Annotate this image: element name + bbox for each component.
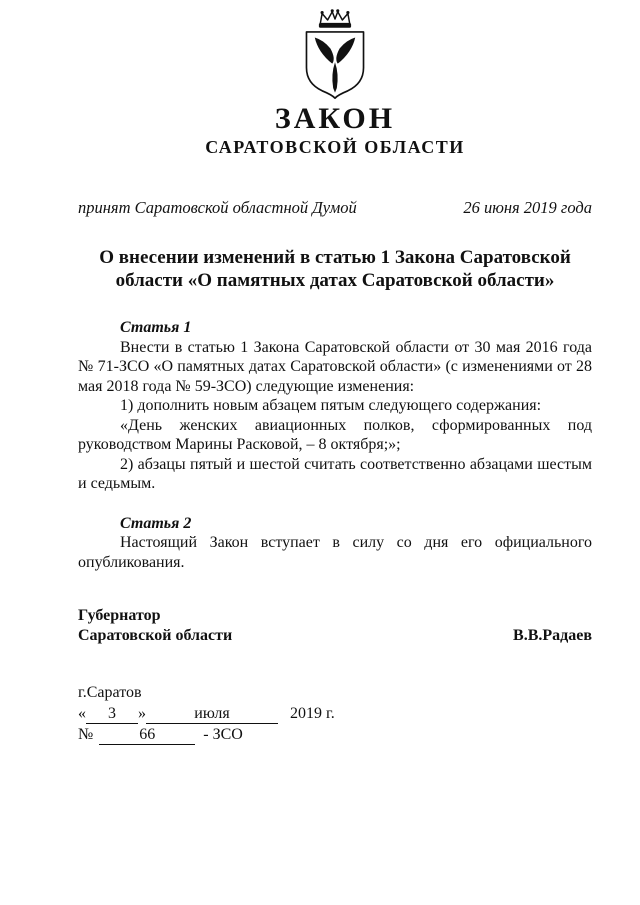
number-label: №: [78, 726, 94, 743]
article-1: [78, 318, 592, 494]
adopted-by-text: принят Саратовской областной Думой: [78, 198, 357, 217]
coat-of-arms: [78, 0, 592, 98]
document-subtitle: САРАТОВСКОЙ ОБЛАСТИ: [205, 137, 465, 157]
day-blank: 3: [86, 705, 138, 724]
article-2-paragraph-1: Настоящий Закон вступает в силу со дня его официального опубликования.: [78, 534, 592, 571]
number-suffix: - ЗСО: [203, 726, 243, 743]
crown-icon: [319, 9, 351, 28]
signer-position-line1: Губернатор: [78, 607, 161, 624]
article-1-paragraph-2: 1) дополнить новым абзацем пятым следующего содержания:: [120, 397, 542, 414]
year-text: 2019 г.: [290, 705, 335, 722]
article-1-heading: Статья 1: [120, 319, 192, 336]
number-blank: 66: [99, 726, 195, 745]
adoption-row: [78, 198, 592, 218]
signer-name: В.В.Радаев: [513, 626, 592, 644]
article-2-heading: Статья 2: [120, 514, 192, 532]
signature-block: [78, 606, 592, 645]
document-body: [78, 318, 592, 572]
open-quote: «: [78, 705, 86, 722]
article-1-paragraph-4: 2) абзацы пятый и шестой считать соответственно абзацами шестым и седьмым.: [78, 455, 592, 492]
law-title: О внесении изменений в статью 1 Закона Саратовской области «О памятных датах Саратовской области»: [99, 247, 571, 291]
article-1-paragraph-1: Внести в статью 1 Закона Саратовской области от 30 мая 2016 года № 71-ЗСО «О памятных датах Саратовской области» (с изменениями от 28 мая 2018 года № 59-ЗСО) следующие изменения:: [78, 338, 592, 395]
saratov-coat-of-arms-icon: [289, 8, 381, 100]
number-line: [78, 725, 592, 745]
document-title: ЗАКОН: [274, 102, 396, 135]
article-2: [78, 514, 592, 573]
month-blank: июля: [146, 705, 278, 724]
city-line: г.Саратов: [78, 684, 142, 701]
signer-position: [78, 606, 232, 645]
article-1-paragraph-3: «День женских авиационных полков, сформированных под руководством Марины Расковой, – 8 октября;»;: [78, 416, 592, 453]
adopted-date-text: 26 июня 2019 года: [463, 198, 592, 217]
signer-position-line2: Саратовской области: [78, 626, 233, 644]
shield-icon: [306, 32, 363, 98]
footer-block: [78, 683, 592, 745]
close-quote: »: [138, 705, 146, 722]
date-line: [78, 704, 592, 724]
